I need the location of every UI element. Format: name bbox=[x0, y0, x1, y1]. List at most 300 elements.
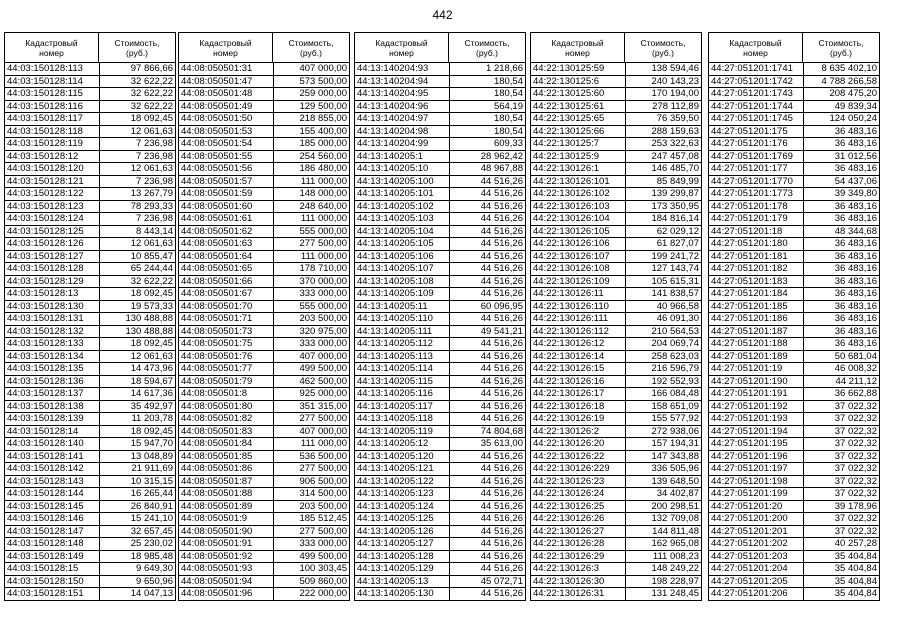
cost-cell: 180,54 bbox=[493, 75, 523, 87]
table-row bbox=[355, 426, 525, 439]
cadastral-number-cell: 44:13:140205:1 bbox=[355, 151, 450, 163]
table-row bbox=[709, 476, 879, 489]
cadastral-number-cell: 44:22:130126:23 bbox=[531, 476, 626, 488]
table-row bbox=[5, 538, 175, 551]
cost-cell: 44 516,26 bbox=[480, 450, 523, 462]
cadastral-number-cell: 44:08:050501:84 bbox=[179, 438, 274, 450]
cadastral-number-cell: 44:22:130126:229 bbox=[531, 463, 626, 475]
cadastral-number-cell: 44:27:051201:175 bbox=[709, 126, 804, 138]
cadastral-number-cell: 44:27:051201:1743 bbox=[709, 88, 804, 100]
cadastral-number-cell: 44:13:140205:105 bbox=[355, 238, 450, 250]
cadastral-number-cell: 44:27:051201:1770 bbox=[709, 176, 804, 188]
table-row bbox=[531, 88, 701, 101]
cost-cell: 240 143,23 bbox=[651, 75, 699, 87]
cadastral-number-cell: 44:03:150128:119 bbox=[5, 138, 100, 150]
cost-cell: 18 092,45 bbox=[130, 425, 173, 437]
cost-cell: 170 194,00 bbox=[651, 88, 699, 99]
table-row bbox=[355, 476, 525, 489]
table-row bbox=[5, 151, 175, 164]
table-row bbox=[355, 526, 525, 539]
cadastral-number-cell: 44:08:050501:47 bbox=[179, 76, 274, 88]
table-column bbox=[354, 32, 526, 601]
cadastral-number-cell: 44:13:140205:100 bbox=[355, 176, 450, 188]
cadastral-number-cell: 44:22:130126:22 bbox=[531, 451, 626, 463]
cadastral-number-cell: 44:22:130126:15 bbox=[531, 363, 626, 375]
table-row bbox=[179, 388, 349, 401]
cadastral-number-cell: 44:27:051201:187 bbox=[709, 326, 804, 338]
header-cadastral-number: Кадастровый номер bbox=[179, 33, 273, 62]
cost-cell: 44 516,26 bbox=[480, 350, 523, 362]
page-number: 442 bbox=[432, 8, 453, 22]
table-row bbox=[179, 176, 349, 189]
cadastral-number-cell: 44:03:150128:15 bbox=[5, 563, 100, 575]
table-header bbox=[355, 33, 525, 63]
table-row bbox=[355, 113, 525, 126]
table-row bbox=[5, 76, 175, 89]
table-row bbox=[5, 188, 175, 201]
cost-cell: 40 257,28 bbox=[834, 538, 877, 549]
cadastral-number-cell: 44:22:130126:11 bbox=[531, 288, 626, 300]
table-row bbox=[179, 163, 349, 176]
table-row bbox=[355, 463, 525, 476]
table-row bbox=[709, 351, 879, 364]
table-row bbox=[355, 313, 525, 326]
table-row bbox=[179, 351, 349, 364]
header-cost: Стоимость, (руб.) bbox=[288, 37, 334, 58]
header-cadastral-number: Кадастровый номер bbox=[5, 33, 99, 62]
table-row bbox=[179, 463, 349, 476]
table-column bbox=[178, 32, 350, 601]
cost-cell: 37 022,32 bbox=[834, 513, 877, 524]
cost-cell: 192 552,93 bbox=[651, 375, 699, 387]
table-row bbox=[5, 588, 175, 601]
table-row bbox=[709, 251, 879, 264]
cost-cell: 31 012,56 bbox=[834, 150, 877, 162]
cadastral-number-cell: 44:22:130126:109 bbox=[531, 276, 626, 288]
cost-cell: 44 516,26 bbox=[480, 200, 523, 212]
cadastral-number-cell: 44:03:150128:141 bbox=[5, 451, 100, 463]
cost-cell: 144 811,48 bbox=[652, 525, 699, 537]
cadastral-number-cell: 44:08:050501:67 bbox=[179, 288, 274, 300]
table-row bbox=[355, 63, 525, 76]
cost-cell: 184 816,14 bbox=[651, 213, 699, 224]
table-row bbox=[531, 326, 701, 339]
cost-cell: 130 488,88 bbox=[125, 325, 173, 337]
table-row bbox=[355, 276, 525, 289]
cost-cell: 124 050,24 bbox=[829, 113, 877, 124]
table-row bbox=[5, 276, 175, 289]
cost-cell: 36 483,16 bbox=[834, 313, 877, 324]
cost-cell: 44 516,26 bbox=[480, 588, 523, 599]
cadastral-number-cell: 44:27:051201:181 bbox=[709, 251, 804, 263]
cost-cell: 111 000,00 bbox=[300, 175, 347, 187]
cost-cell: 32 622,22 bbox=[130, 75, 173, 87]
cost-cell: 155 400,00 bbox=[299, 125, 347, 137]
cadastral-number-cell: 44:08:050501:56 bbox=[179, 163, 274, 175]
cost-cell: 564,19 bbox=[493, 100, 523, 112]
table-row bbox=[5, 463, 175, 476]
table-row bbox=[179, 426, 349, 439]
cadastral-number-cell: 44:08:050501:50 bbox=[179, 113, 274, 125]
header-cadastral-number: Кадастровый номер bbox=[355, 33, 449, 62]
cadastral-number-cell: 44:13:140205:129 bbox=[355, 563, 450, 575]
table-row bbox=[5, 226, 175, 239]
table-row bbox=[355, 163, 525, 176]
cadastral-number-cell: 44:22:130126:105 bbox=[531, 226, 626, 238]
cadastral-number-cell: 44:08:050501:75 bbox=[179, 338, 274, 350]
table-row bbox=[5, 388, 175, 401]
cost-cell: 130 488,88 bbox=[125, 313, 173, 324]
table-row bbox=[709, 588, 879, 601]
cost-cell: 26 840,91 bbox=[130, 500, 173, 512]
cost-cell: 35 492,97 bbox=[130, 400, 173, 412]
table-row bbox=[5, 338, 175, 351]
table-row bbox=[531, 426, 701, 439]
cost-cell: 609,33 bbox=[493, 138, 523, 149]
header-cost: Стоимость, (руб.) bbox=[818, 37, 864, 58]
table-row bbox=[5, 551, 175, 564]
table-row bbox=[355, 138, 525, 151]
cost-cell: 180,54 bbox=[493, 125, 523, 137]
cadastral-number-cell: 44:22:130126:20 bbox=[531, 438, 626, 450]
cadastral-number-cell: 44:22:130126:24 bbox=[531, 488, 626, 500]
cost-cell: 44 516,26 bbox=[480, 175, 523, 187]
cadastral-number-cell: 44:22:130126:14 bbox=[531, 351, 626, 363]
table-row bbox=[709, 376, 879, 389]
table-row bbox=[709, 313, 879, 326]
cadastral-number-cell: 44:13:140205:123 bbox=[355, 488, 450, 500]
cadastral-number-cell: 44:03:150128:132 bbox=[5, 326, 100, 338]
cost-cell: 185 512,45 bbox=[299, 513, 347, 524]
cost-cell: 36 483,16 bbox=[834, 338, 877, 349]
table-row bbox=[179, 576, 349, 589]
cost-cell: 18 092,45 bbox=[130, 338, 173, 349]
table-row bbox=[5, 488, 175, 501]
cadastral-number-cell: 44:08:050501:89 bbox=[179, 501, 274, 513]
table-row bbox=[709, 213, 879, 226]
cadastral-number-cell: 44:08:050501:9 bbox=[179, 513, 274, 525]
table-row bbox=[355, 451, 525, 464]
table-row bbox=[531, 213, 701, 226]
table-row bbox=[355, 338, 525, 351]
cost-cell: 36 483,16 bbox=[834, 325, 877, 337]
cost-cell: 14 617,36 bbox=[130, 388, 173, 399]
cadastral-number-cell: 44:22:130126:111 bbox=[531, 313, 626, 325]
table-row bbox=[709, 451, 879, 464]
table-row bbox=[709, 551, 879, 564]
table-row bbox=[5, 526, 175, 539]
cadastral-number-cell: 44:13:140205:103 bbox=[355, 213, 450, 225]
table-row bbox=[355, 76, 525, 89]
cadastral-number-cell: 44:22:130126:27 bbox=[531, 526, 626, 538]
cost-cell: 208 475,20 bbox=[829, 88, 877, 99]
cadastral-number-cell: 44:13:140205:10 bbox=[355, 163, 450, 175]
table-row bbox=[531, 226, 701, 239]
table-row bbox=[355, 126, 525, 139]
table-row bbox=[179, 538, 349, 551]
table-row bbox=[179, 276, 349, 289]
cost-cell: 4 788 266,58 bbox=[821, 75, 877, 87]
cadastral-number-cell: 44:22:130126:26 bbox=[531, 513, 626, 525]
cost-cell: 36 483,16 bbox=[834, 263, 877, 274]
table-row bbox=[355, 351, 525, 364]
cost-cell: 32 622,22 bbox=[130, 275, 173, 287]
table-row bbox=[179, 338, 349, 351]
cost-cell: 34 402,87 bbox=[656, 488, 699, 499]
cadastral-number-cell: 44:13:140204:94 bbox=[355, 76, 450, 88]
table-row bbox=[5, 101, 175, 114]
table-row bbox=[709, 338, 879, 351]
cadastral-number-cell: 44:03:150128:120 bbox=[5, 163, 100, 175]
cost-cell: 277 500,00 bbox=[299, 238, 347, 249]
table-row bbox=[179, 151, 349, 164]
cadastral-number-cell: 44:03:150128:142 bbox=[5, 463, 100, 475]
table-row bbox=[531, 176, 701, 189]
table-row bbox=[709, 388, 879, 401]
cost-cell: 131 248,45 bbox=[651, 588, 699, 599]
cost-cell: 407 000,00 bbox=[299, 63, 347, 74]
cost-cell: 45 072,71 bbox=[480, 575, 523, 587]
cadastral-number-cell: 44:13:140205:130 bbox=[355, 588, 450, 600]
cost-cell: 21 911,69 bbox=[131, 463, 173, 474]
cadastral-number-cell: 44:03:150128:12 bbox=[5, 151, 100, 163]
cost-cell: 499 500,00 bbox=[299, 363, 347, 374]
cadastral-number-cell: 44:22:130126:16 bbox=[531, 376, 626, 388]
cost-cell: 32 622,22 bbox=[130, 88, 173, 99]
table-row bbox=[531, 288, 701, 301]
table-row bbox=[531, 163, 701, 176]
cost-cell: 44 516,26 bbox=[480, 288, 523, 299]
cost-cell: 18 092,45 bbox=[130, 288, 173, 299]
cost-cell: 148 249,22 bbox=[651, 563, 699, 574]
table-row bbox=[5, 476, 175, 489]
table-row bbox=[531, 513, 701, 526]
cost-cell: 65 244,44 bbox=[130, 263, 173, 274]
cost-cell: 12 061,63 bbox=[130, 238, 173, 249]
cadastral-number-cell: 44:22:130125:65 bbox=[531, 113, 626, 125]
cadastral-number-cell: 44:13:140205:125 bbox=[355, 513, 450, 525]
table-row bbox=[179, 63, 349, 76]
cost-cell: 15 947,70 bbox=[130, 438, 173, 449]
cost-cell: 254 560,00 bbox=[299, 150, 347, 162]
table-row bbox=[5, 513, 175, 526]
cost-cell: 37 022,32 bbox=[834, 438, 877, 449]
cadastral-number-cell: 44:13:140205:11 bbox=[355, 301, 450, 313]
cost-cell: 407 000,00 bbox=[299, 425, 347, 437]
table-row bbox=[179, 138, 349, 151]
cost-cell: 85 849,99 bbox=[656, 175, 699, 187]
cost-cell: 333 000,00 bbox=[299, 288, 347, 299]
cadastral-number-cell: 44:27:051201:1773 bbox=[709, 188, 804, 200]
cadastral-number-cell: 44:03:150128:133 bbox=[5, 338, 100, 350]
cadastral-number-cell: 44:27:051201:20 bbox=[709, 501, 804, 513]
cadastral-number-cell: 44:13:140205:116 bbox=[355, 388, 450, 400]
cadastral-number-cell: 44:08:050501:70 bbox=[179, 301, 274, 313]
table-row bbox=[355, 388, 525, 401]
table-row bbox=[179, 326, 349, 339]
cost-cell: 9 649,30 bbox=[136, 563, 173, 574]
table-row bbox=[5, 263, 175, 276]
cost-cell: 127 143,74 bbox=[651, 263, 699, 274]
cadastral-number-cell: 44:03:150128:127 bbox=[5, 251, 100, 263]
table-row bbox=[5, 451, 175, 464]
cost-cell: 97 866,66 bbox=[130, 63, 173, 74]
table-row bbox=[355, 213, 525, 226]
table-row bbox=[355, 363, 525, 376]
cost-cell: 40 966,58 bbox=[656, 300, 699, 312]
cost-cell: 509 860,00 bbox=[299, 575, 347, 587]
cost-cell: 37 022,32 bbox=[834, 488, 877, 499]
cost-cell: 44 516,26 bbox=[480, 363, 523, 374]
cadastral-number-cell: 44:03:150128:143 bbox=[5, 476, 100, 488]
cost-cell: 36 662,88 bbox=[834, 388, 877, 399]
cost-cell: 180,54 bbox=[493, 88, 523, 99]
cost-cell: 35 404,84 bbox=[834, 563, 877, 574]
cost-cell: 573 500,00 bbox=[299, 75, 347, 87]
cost-cell: 36 483,16 bbox=[834, 300, 877, 312]
table-row bbox=[5, 138, 175, 151]
table-row bbox=[709, 513, 879, 526]
table-row bbox=[709, 226, 879, 239]
cadastral-number-cell: 44:03:150128:115 bbox=[5, 88, 100, 100]
table-row bbox=[179, 363, 349, 376]
table-row bbox=[531, 138, 701, 151]
cost-cell: 10 855,47 bbox=[130, 250, 173, 262]
cadastral-number-cell: 44:22:130126:110 bbox=[531, 301, 626, 313]
table-row bbox=[5, 363, 175, 376]
cadastral-number-cell: 44:08:050501:76 bbox=[179, 351, 274, 363]
cadastral-number-cell: 44:03:150128:139 bbox=[5, 413, 100, 425]
table-row bbox=[179, 301, 349, 314]
cadastral-number-cell: 44:13:140205:13 bbox=[355, 576, 450, 588]
cost-cell: 12 061,63 bbox=[130, 125, 173, 137]
cadastral-number-cell: 44:27:051201:185 bbox=[709, 301, 804, 313]
cost-cell: 147 343,88 bbox=[651, 450, 699, 462]
cost-cell: 12 061,63 bbox=[130, 350, 173, 362]
table-row bbox=[709, 151, 879, 164]
cadastral-number-cell: 44:13:140205:120 bbox=[355, 451, 450, 463]
cost-cell: 60 096,95 bbox=[480, 300, 523, 312]
cost-cell: 12 061,63 bbox=[130, 163, 173, 174]
cost-cell: 44 516,26 bbox=[480, 225, 523, 237]
table-row bbox=[179, 263, 349, 276]
cost-cell: 35 404,84 bbox=[834, 588, 877, 599]
cost-cell: 44 516,26 bbox=[480, 488, 523, 499]
cadastral-number-cell: 44:27:051201:18 bbox=[709, 226, 804, 238]
cost-cell: 49 839,34 bbox=[834, 100, 877, 112]
table-row bbox=[709, 288, 879, 301]
header-cadastral-number: Кадастровый номер bbox=[531, 33, 625, 62]
cost-cell: 37 022,32 bbox=[834, 463, 877, 474]
cost-cell: 36 483,16 bbox=[834, 288, 877, 299]
cadastral-number-cell: 44:27:051201:178 bbox=[709, 201, 804, 213]
table-row bbox=[531, 113, 701, 126]
table-row bbox=[355, 513, 525, 526]
table-row bbox=[179, 563, 349, 576]
cadastral-number-cell: 44:03:150128:136 bbox=[5, 376, 100, 388]
table-row bbox=[179, 401, 349, 414]
cost-cell: 111 008,23 bbox=[652, 550, 699, 562]
table-row bbox=[179, 76, 349, 89]
table-row bbox=[709, 538, 879, 551]
table-row bbox=[179, 226, 349, 239]
cadastral-number-cell: 44:13:140205:114 bbox=[355, 363, 450, 375]
table-row bbox=[709, 438, 879, 451]
cost-cell: 277 500,00 bbox=[299, 463, 347, 474]
cost-cell: 44 516,26 bbox=[480, 538, 523, 549]
cadastral-number-cell: 44:03:150128:138 bbox=[5, 401, 100, 413]
cadastral-number-cell: 44:03:150128:149 bbox=[5, 551, 100, 563]
cadastral-number-cell: 44:13:140204:97 bbox=[355, 113, 450, 125]
cadastral-number-cell: 44:27:051201:182 bbox=[709, 263, 804, 275]
cost-cell: 105 615,31 bbox=[651, 275, 699, 287]
cost-cell: 253 322,63 bbox=[651, 138, 699, 149]
table-row bbox=[5, 351, 175, 364]
cost-cell: 272 938,06 bbox=[651, 425, 699, 437]
table-row bbox=[179, 551, 349, 564]
cadastral-number-cell: 44:22:130126:3 bbox=[531, 563, 626, 575]
table-row bbox=[5, 426, 175, 439]
table-row bbox=[355, 588, 525, 601]
cadastral-number-cell: 44:13:140205:122 bbox=[355, 476, 450, 488]
cadastral-number-cell: 44:08:050501:92 bbox=[179, 551, 274, 563]
cost-cell: 178 710,00 bbox=[299, 263, 347, 274]
cost-cell: 62 029,12 bbox=[656, 225, 699, 237]
cost-cell: 36 483,16 bbox=[834, 163, 877, 174]
table-row bbox=[531, 313, 701, 326]
cadastral-number-cell: 44:08:050501:64 bbox=[179, 251, 274, 263]
table-row bbox=[355, 188, 525, 201]
table-row bbox=[531, 401, 701, 414]
cost-cell: 129 500,00 bbox=[299, 100, 347, 112]
table-row bbox=[355, 501, 525, 514]
cost-cell: 203 500,00 bbox=[299, 500, 347, 512]
cadastral-number-cell: 44:13:140204:99 bbox=[355, 138, 450, 150]
cost-cell: 132 709,08 bbox=[651, 513, 699, 524]
cadastral-number-cell: 44:13:140205:108 bbox=[355, 276, 450, 288]
table-row bbox=[531, 388, 701, 401]
table-row bbox=[709, 126, 879, 139]
cadastral-number-cell: 44:22:130125:61 bbox=[531, 101, 626, 113]
cost-cell: 44 516,26 bbox=[480, 513, 523, 524]
cost-cell: 210 564,53 bbox=[651, 325, 699, 337]
table-row bbox=[179, 501, 349, 514]
cadastral-number-cell: 44:22:130126:28 bbox=[531, 538, 626, 550]
cost-cell: 74 804,68 bbox=[480, 425, 523, 437]
cadastral-number-cell: 44:08:050501:79 bbox=[179, 376, 274, 388]
table-row bbox=[709, 113, 879, 126]
cost-cell: 35 404,84 bbox=[834, 550, 877, 562]
cadastral-number-cell: 44:13:140205:121 bbox=[355, 463, 450, 475]
cost-cell: 13 267,79 bbox=[130, 188, 173, 199]
table-row bbox=[179, 313, 349, 326]
table-row bbox=[531, 413, 701, 426]
cadastral-number-cell: 44:08:050501:88 bbox=[179, 488, 274, 500]
cadastral-number-cell: 44:13:140205:117 bbox=[355, 401, 450, 413]
cadastral-number-cell: 44:13:140204:95 bbox=[355, 88, 450, 100]
cadastral-number-cell: 44:08:050501:90 bbox=[179, 526, 274, 538]
cost-cell: 44 516,26 bbox=[480, 375, 523, 387]
cost-cell: 216 596,79 bbox=[651, 363, 699, 374]
cadastral-number-cell: 44:08:050501:65 bbox=[179, 263, 274, 275]
cost-cell: 50 681,04 bbox=[834, 350, 877, 362]
table-row bbox=[355, 251, 525, 264]
cadastral-number-cell: 44:03:150128:137 bbox=[5, 388, 100, 400]
cost-cell: 204 069,74 bbox=[651, 338, 699, 349]
table-row bbox=[709, 201, 879, 214]
table-row bbox=[531, 276, 701, 289]
table-row bbox=[531, 101, 701, 114]
